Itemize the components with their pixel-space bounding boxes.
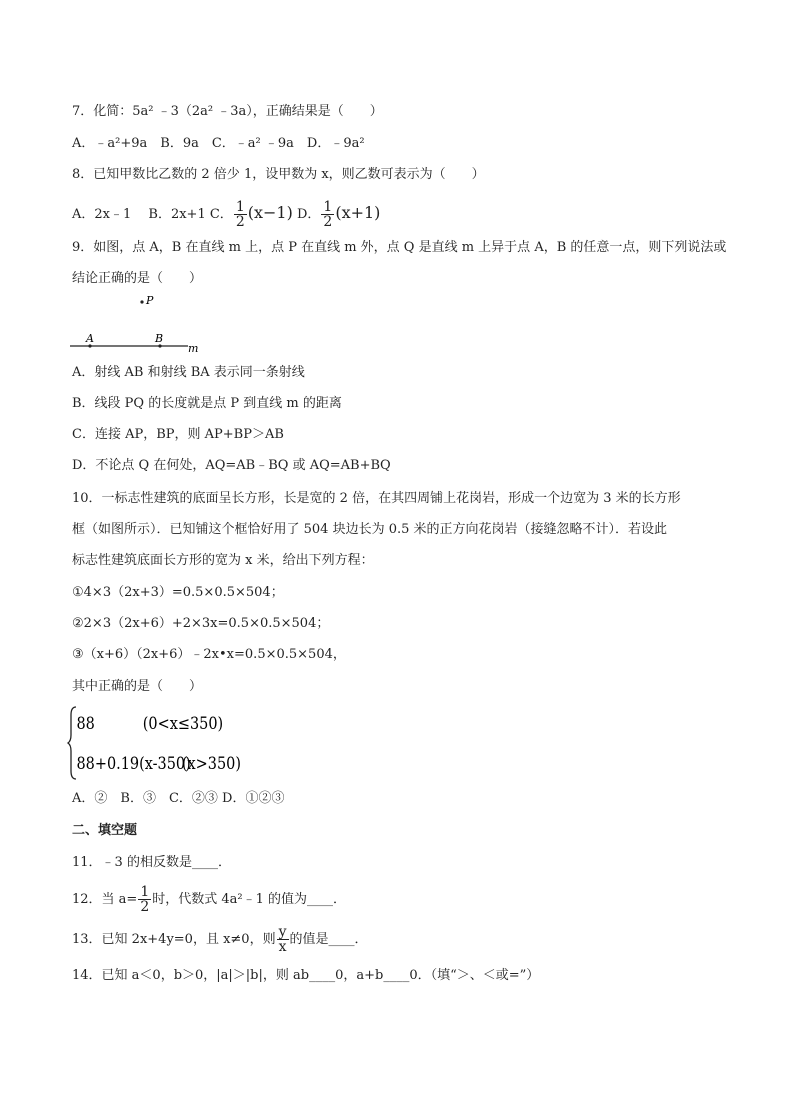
q9-stem-line2: 结论正确的是（ ） [72, 271, 203, 286]
q7-options: A．﹣a²+9a B．9a C．﹣a² ﹣9a D．﹣9a² [72, 136, 365, 151]
fraction-denominator: x [278, 939, 287, 955]
brace [68, 707, 76, 779]
q10-piecewise-figure [68, 703, 241, 783]
q13-line [72, 923, 368, 957]
q9-option-d: D．不论点 Q 在何处，AQ=AB﹣BQ 或 AQ=AB+BQ [72, 458, 391, 473]
label-b: B [155, 332, 164, 345]
q8-option-d-label: D． [296, 207, 321, 222]
q8-option-a: A．2x﹣1 [72, 207, 132, 222]
q13-fraction [277, 925, 289, 954]
q9-stem-line1: 9．如图，点 A，B 在直线 m 上，点 P 在直线 m 外，点 Q 是直线 m 上异于点 A，B 的任意一点，则下列说法或 [72, 240, 727, 255]
piecewise-row2-value: 88+0.19(x-350) [76, 752, 191, 774]
q12-post: 时，代数式 4a²﹣1 的值为____． [152, 892, 347, 907]
fraction-numerator: y [278, 924, 287, 940]
q14-text: 14．已知 a＜0，b＞0，|a|＞|b|，则 ab____0，a+b____0．（填“＞、＜或=”） [72, 968, 540, 983]
section-title: 二、填空题 [72, 823, 138, 838]
label-a: A [86, 332, 94, 345]
q11-text: 11．﹣3 的相反数是____． [72, 855, 231, 870]
fraction-numerator: 1 [140, 884, 150, 900]
q9-option-a: A．射线 AB 和射线 BA 表示同一条射线 [72, 365, 305, 380]
q8-option-b: B．2x+1 C． [148, 207, 233, 222]
q7-stem: 7．化简：5a² ﹣3（2a² ﹣3a），正确结果是（ ） [72, 104, 383, 119]
q8-option-d-fraction [321, 200, 334, 229]
q9-option-c: C．连接 AP，BP，则 AP+BP＞AB [72, 427, 284, 442]
q12-pre: 12．当 a= [72, 892, 138, 907]
point-p [140, 300, 143, 303]
fraction-numerator: 1 [235, 199, 245, 215]
q8-option-c-expr: (x−1) [247, 203, 293, 222]
q9-figure [70, 292, 210, 354]
q8-options [72, 198, 380, 230]
q10-stem-line3: 标志性建筑底面长方形的宽为 x 米，给出下列方程： [72, 553, 374, 568]
piecewise-row1-condition: (0<x≤350) [142, 712, 224, 734]
q8-option-c-fraction [234, 200, 247, 229]
q9-option-b: B．线段 PQ 的长度就是点 P 到直线 m 的距离 [72, 396, 342, 411]
q10-stem-line2: 框（如图所示）．已知铺这个框恰好用了 504 块边长为 0.5 米的正方向花岗岩（接缝忽略不计）．若设此 [72, 522, 668, 537]
q12-fraction [138, 885, 151, 914]
q10-which-correct: 其中正确的是（ ） [72, 679, 203, 694]
label-p: P [146, 294, 154, 307]
fraction-denominator: 2 [140, 899, 150, 915]
fraction-denominator: 2 [235, 214, 245, 230]
q8-option-d-expr: (x+1) [335, 203, 381, 222]
fraction-denominator: 2 [323, 214, 333, 230]
piecewise-row2-condition: (x>350) [181, 752, 241, 774]
q13-post: 的值是____． [289, 932, 368, 947]
q10-options: A．② B．③ C．②③ D．①②③ [72, 791, 285, 806]
q13-pre: 13．已知 2x+4y=0，且 x≠0，则 [72, 932, 276, 947]
label-m: m [188, 342, 199, 355]
q10-equation-1: ①4×3（2x+3）=0.5×0.5×504； [72, 585, 284, 600]
q12-line [72, 883, 346, 917]
q10-equation-3: ③（x+6）（2x+6）﹣2x•x=0.5×0.5×504， [72, 647, 346, 662]
q8-stem: 8．已知甲数比乙数的 2 倍少 1，设甲数为 x，则乙数可表示为（ ） [72, 167, 485, 182]
piecewise-row1-value: 88 [76, 712, 95, 734]
fraction-numerator: 1 [323, 199, 333, 215]
q10-equation-2: ②2×3（2x+6）+2×3x=0.5×0.5×504； [72, 616, 330, 631]
q10-stem-line1: 10．一标志性建筑的底面呈长方形，长是宽的 2 倍，在其四周铺上花岗岩，形成一个边宽为 3 米的长方形 [72, 491, 681, 506]
